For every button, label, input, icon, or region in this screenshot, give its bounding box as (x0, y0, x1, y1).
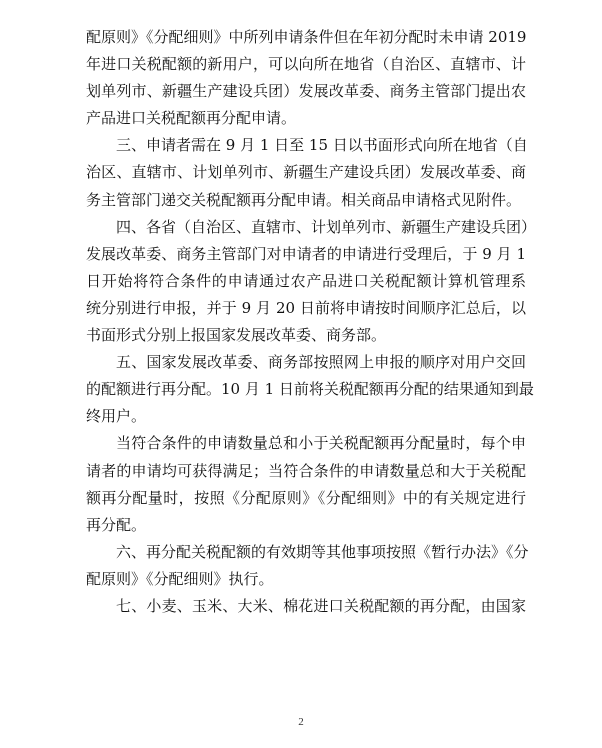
text-line: 配原则》《分配细则》执行。 (86, 569, 274, 588)
text-line: 配原则》《分配细则》中所列申请条件但在年初分配时未申请 2019 (86, 28, 527, 46)
text-line: 七、小麦、玉米、大米、棉花进口关税配额的再分配，由国家 (116, 596, 526, 615)
text-line: 当符合条件的申请数量总和小于关税配额再分配量时，每个申 (116, 434, 526, 453)
text-line: 终用户。 (86, 407, 147, 426)
text-line: 书面形式分别上报国家发展改革委、商务部。 (86, 326, 387, 345)
text-line: 治区、直辖市、计划单列市、新疆生产建设兵团）发展改革委、商 (86, 163, 526, 182)
text-line: 发展改革委、商务主管部门对申请者的申请进行受理后，于 9 月 1 (86, 244, 526, 263)
text-line: 五、国家发展改革委、商务部按照网上申报的顺序对用户交回 (116, 353, 526, 372)
text-line: 务主管部门递交关税配额再分配申请。相关商品申请格式见附件。 (86, 190, 522, 209)
page-number: 2 (298, 716, 304, 728)
text-line: 划单列市、新疆生产建设兵团）发展改革委、商务主管部门提出农 (86, 82, 526, 101)
text-line: 日开始将符合条件的申请通过农产品进口关税配额计算机管理系 (86, 271, 526, 290)
text-line: 产品进口关税配额再分配申请。 (86, 109, 297, 128)
text-line: 统分别进行申报，并于 9 月 20 日前将申请按时间顺序汇总后，以 (86, 298, 526, 317)
text-line: 请者的申请均可获得满足；当符合条件的申请数量总和大于关税配 (86, 461, 526, 480)
text-line: 额再分配量时，按照《分配原则》《分配细则》中的有关规定进行 (86, 488, 526, 507)
text-line: 再分配。 (86, 515, 147, 534)
text-line: 年进口关税配额的新用户，可以向所在地省（自治区、直辖市、计 (86, 55, 526, 74)
text-line: 四、各省（自治区、直辖市、计划单列市、新疆生产建设兵团） (116, 217, 537, 236)
text-line: 三、申请者需在 9 月 1 日至 15 日以书面形式向所在地省（自 (116, 136, 528, 155)
document-body (86, 24, 537, 620)
text-line: 的配额进行再分配。10 月 1 日前将关税配额再分配的结果通知到最 (86, 380, 534, 399)
text-line: 六、再分配关税配额的有效期等其他事项按照《暂行办法》《分 (116, 542, 529, 561)
